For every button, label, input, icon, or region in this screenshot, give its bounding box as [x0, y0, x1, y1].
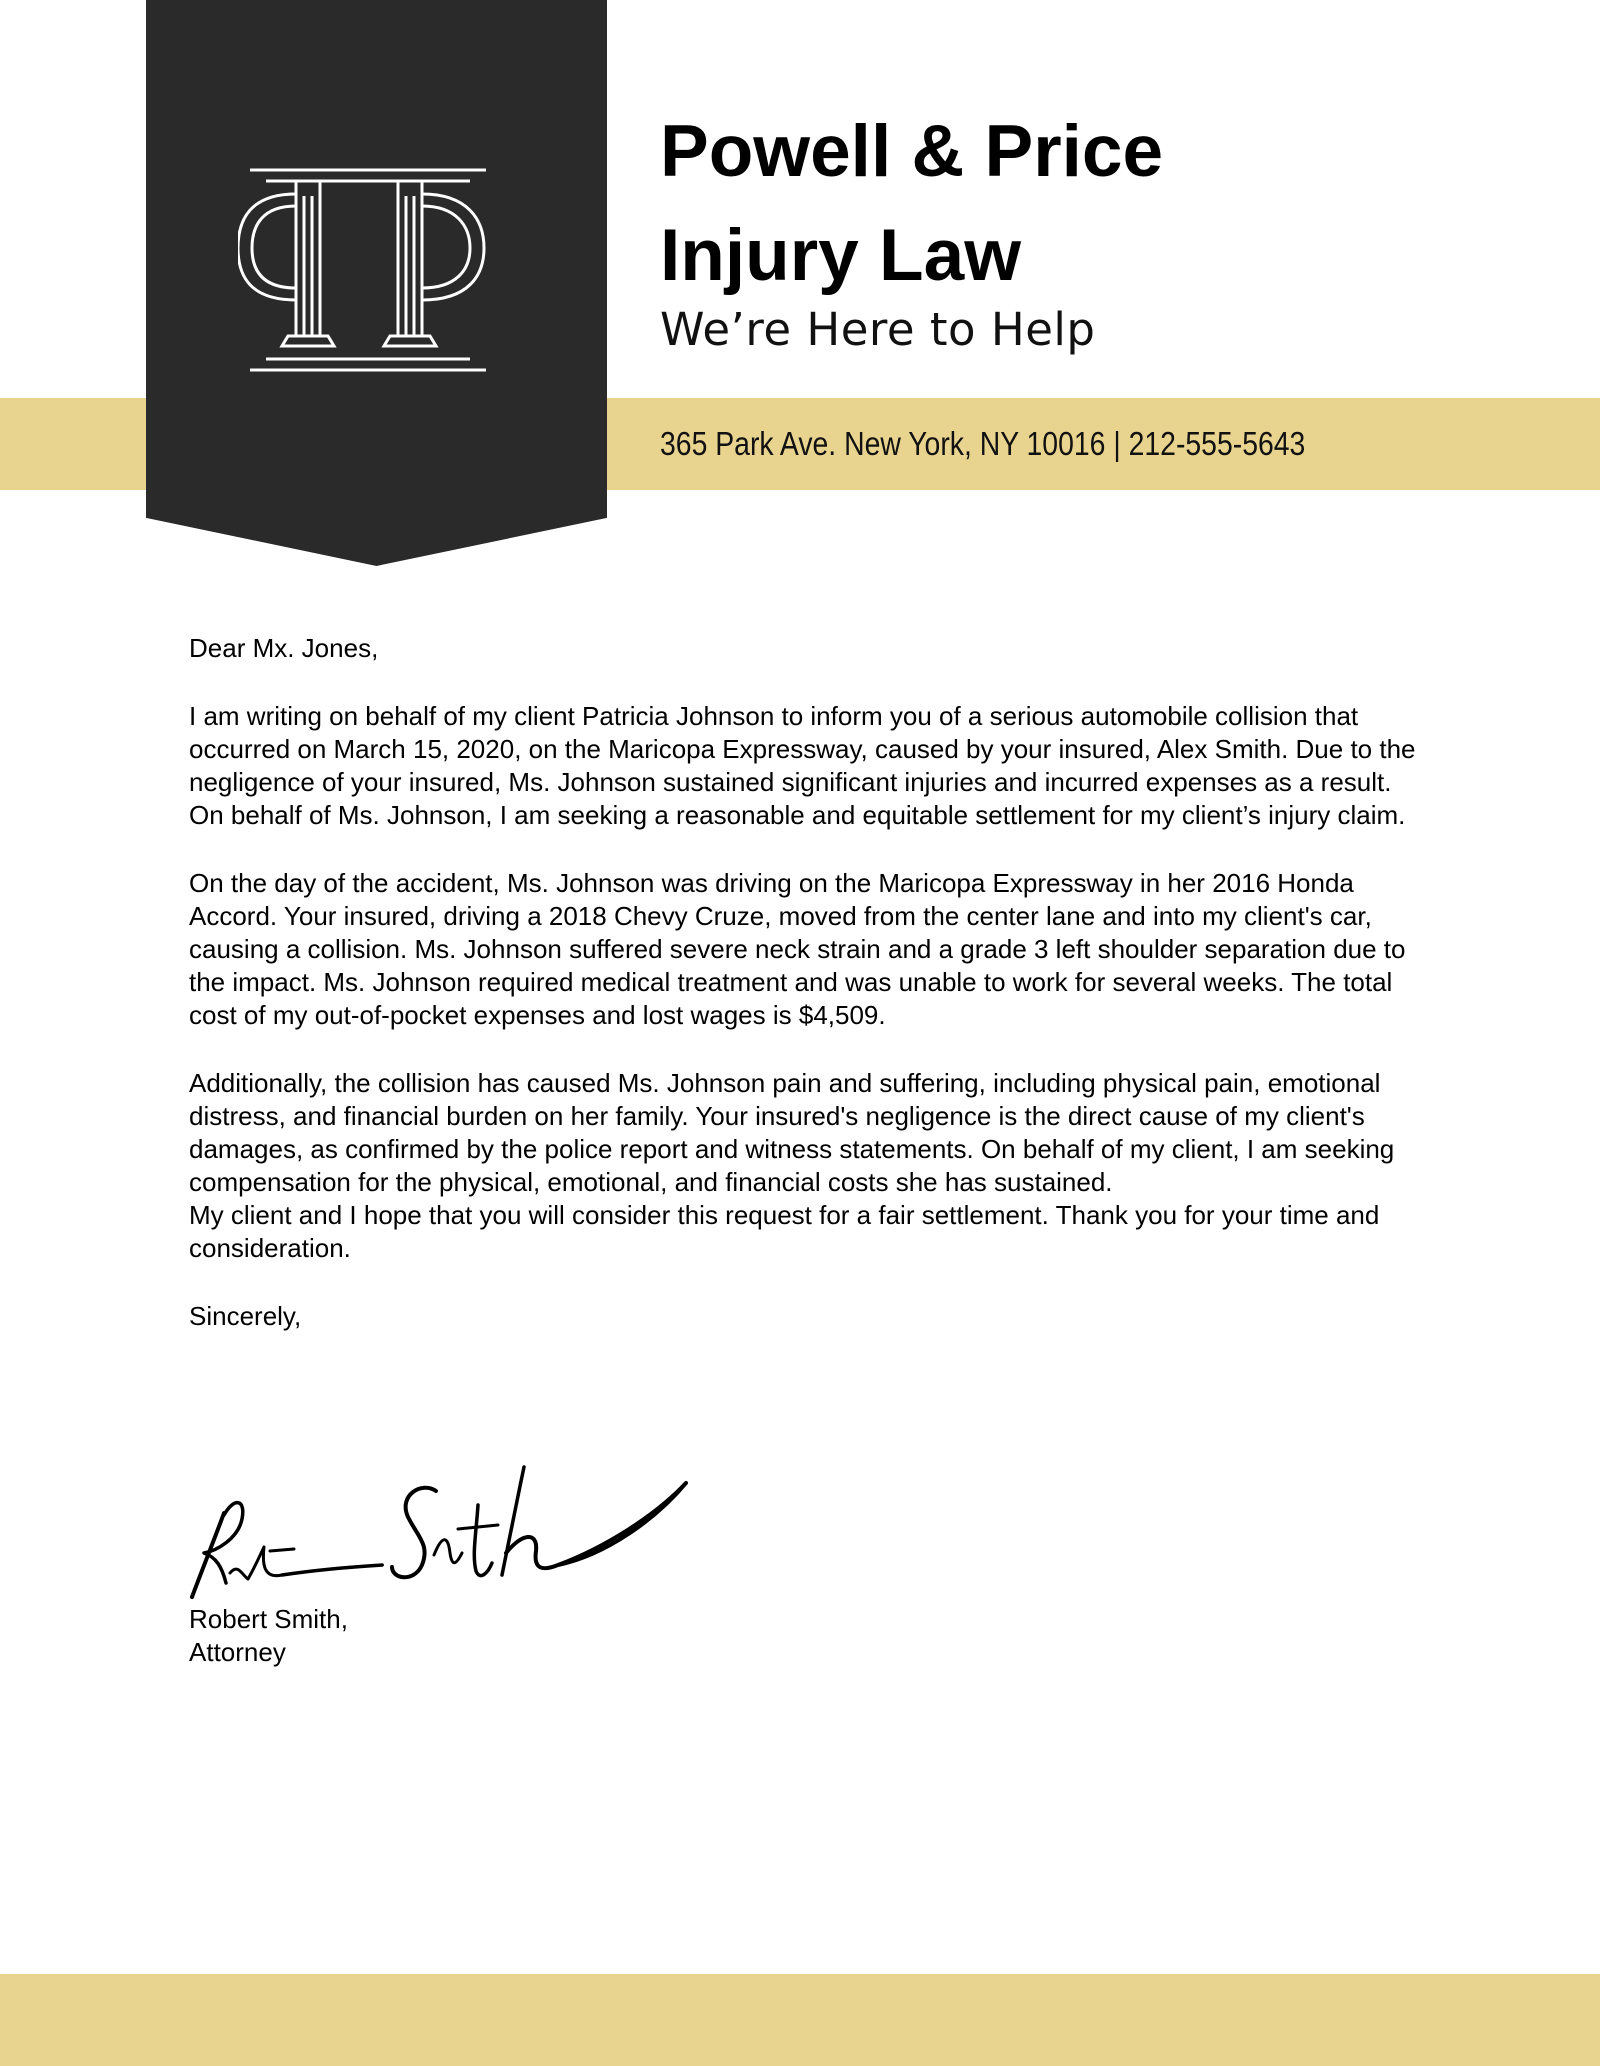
- paragraph-4: My client and I hope that you will consider this request for a fair settlement. Thank you for your time and consideration.: [189, 1200, 1380, 1263]
- pillar-monogram-pp-icon: [238, 150, 514, 390]
- firm-name-line-1: Powell & Price: [660, 111, 1164, 192]
- paragraph-2: On the day of the accident, Ms. Johnson was driving on the Maricopa Expressway in her 2016 Honda Accord. Your insured, driving a 2018 Chevy Cruze, moved from the center lane and into my client's car, causing a collision. Ms. Johnson suffered severe neck strain and a grade 3 left shoulder separation due to the impact. Ms. Johnson required medical treatment and was unable to work for several weeks. The total cost of my out-of-pocket expenses and lost wages is $4,509.: [189, 868, 1406, 1030]
- firm-name: [660, 100, 1163, 308]
- salutation: Dear Mx. Jones,: [189, 633, 379, 663]
- paragraph-1: I am writing on behalf of my client Patricia Johnson to inform you of a serious automobile collision that occurred on March 15, 2020, on the Maricopa Expressway, caused by your insured, Alex Smith. Due to the negligence of your insured, Ms. Johnson sustained significant injuries and incurred expenses as a result. On behalf of Ms. Johnson, I am seeking a reasonable and equitable settlement for my client’s injury claim.: [189, 701, 1416, 830]
- tagline: We’re Here to Help: [660, 303, 1096, 356]
- contact-info: 365 Park Ave. New York, NY 10016 | 212-555-5643: [660, 425, 1306, 462]
- closing: Sincerely,: [189, 1301, 302, 1331]
- handwritten-signature: [186, 1455, 706, 1605]
- paragraph-3: Additionally, the collision has caused Ms. Johnson pain and suffering, including physical pain, emotional distress, and financial burden on her family. Your insured's negligence is the direct cause of my client's damages, as confirmed by the police report and witness statements. On behalf of my client, I am seeking compensation for the physical, emotional, and financial costs she has sustained.: [189, 1068, 1395, 1197]
- signer-block: [189, 1603, 348, 1669]
- footer-accent-band: [0, 1974, 1600, 2066]
- signer-title: Attorney: [189, 1637, 286, 1667]
- letter-body: [189, 632, 1429, 1333]
- firm-name-line-2: Injury Law: [660, 215, 1022, 296]
- signer-name: Robert Smith,: [189, 1604, 348, 1634]
- logo-banner: [146, 0, 607, 566]
